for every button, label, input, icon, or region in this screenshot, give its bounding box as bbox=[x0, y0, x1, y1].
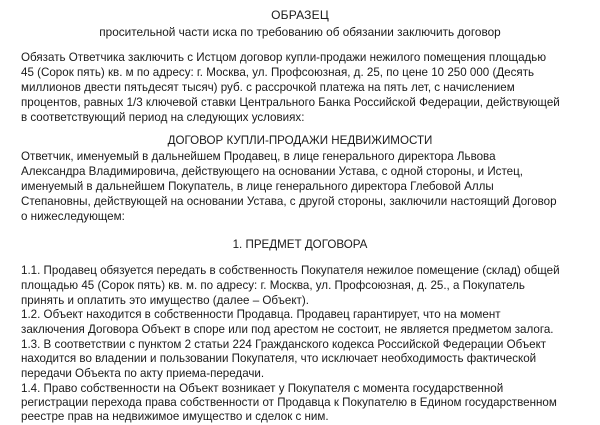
document-subtitle: просительной части иска по требованию об обязании заключить договор bbox=[99, 25, 501, 39]
clause-line: заключения Договора Объект в споре или под арестом не состоит, не является предметом залога. bbox=[21, 323, 554, 336]
preamble-line: о нижеследующем: bbox=[21, 210, 125, 223]
clause-line: 1.2. Объект находится в собственности Продавца. Продавец гарантирует, что на момент bbox=[21, 308, 501, 321]
clause-line: регистрации перехода права собственности от Продавца к Покупателю в Едином государственном bbox=[21, 396, 557, 409]
document-title: ОБРАЗЕЦ bbox=[271, 8, 329, 22]
claim-line: в соответствующий период на следующих условиях: bbox=[21, 111, 305, 124]
clause-line: площадью 45 (Сорок пять) кв. м. по адресу: г. Москва, ул. Профсоюзная, д. 25., а Покупатель bbox=[21, 279, 525, 292]
preamble-line: именуемый в дальнейшем Покупатель, в лице генерального директора Глебовой Аллы bbox=[21, 180, 494, 193]
preamble-line: Ответчик, именуемый в дальнейшем Продавец, в лице генерального директора Львова bbox=[21, 150, 496, 163]
claim-line: 45 (Сорок пять) кв. м по адресу: г. Москва, ул. Профсоюзная, д. 25, по цене 10 250 000 (Десять bbox=[21, 66, 535, 79]
claim-line: миллионов двести пятьдесят тысяч) руб. с рассрочкой платежа на пять лет, с начислением bbox=[21, 81, 515, 94]
clause-line: принять и оплатить это имущество (далее – Объект). bbox=[21, 294, 309, 307]
clause-line: 1.1. Продавец обязуется передать в собственность Покупателя нежилое помещение (склад) общей bbox=[21, 264, 560, 277]
clause-line: 1.3. В соответствии с пунктом 2 статьи 224 Гражданского кодекса Российской Федерации Объект bbox=[21, 338, 547, 351]
clause-line: 1.4. Право собственности на Объект возникает у Покупателя с момента государственной bbox=[21, 382, 504, 395]
clause-line: передачи Объекта по акту приема-передачи. bbox=[21, 367, 265, 380]
claim-line: процентов, равных 1/3 ключевой ставки Центрального Банка Российской Федерации, действующей bbox=[21, 96, 560, 109]
preamble-line: Степановны, действующей на основании Устава, с другой стороны, заключили настоящий Договор bbox=[21, 195, 557, 208]
clause-line: находится во владении и пользовании Покупателя, что исключает необходимость фактической bbox=[21, 352, 537, 365]
section-1-title: 1. ПРЕДМЕТ ДОГОВОРА bbox=[232, 238, 368, 251]
clause-line: реестре прав на недвижимое имущество и сделок с ним. bbox=[21, 410, 329, 423]
claim-line: Обязать Ответчика заключить с Истцом договор купли-продажи нежилого помещения площадью bbox=[21, 51, 547, 64]
contract-title: ДОГОВОР КУПЛИ-ПРОДАЖИ НЕДВИЖИМОСТИ bbox=[167, 134, 433, 147]
preamble-line: Александра Владимировича, действующего на основании Устава, с одной стороны, и Истец, bbox=[21, 165, 523, 178]
